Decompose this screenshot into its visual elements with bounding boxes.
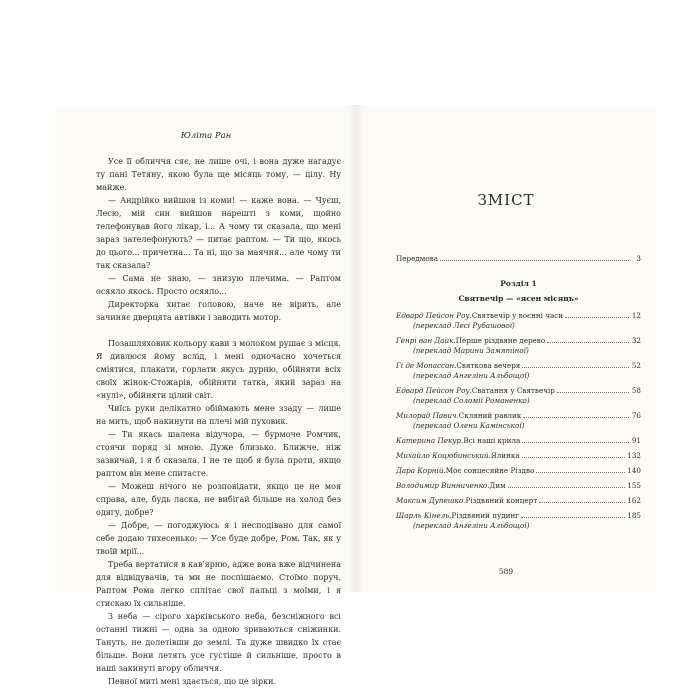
- toc-entry-translator: (переклад Марини Замятіної): [413, 346, 529, 355]
- toc-entry-title: Всі наші крила: [463, 436, 521, 445]
- toc-entry-translator: (переклад Лесі Рубашової): [413, 321, 515, 330]
- toc-entry-author: Генрі ван Дайк.: [396, 336, 456, 345]
- dot-leader: [440, 260, 629, 261]
- toc-entry-author: Шарль Кінель.: [396, 511, 452, 520]
- left-page: [56, 105, 356, 686]
- paragraph: Треба вертатися в кав'ярню, адже вона вже відчинена для відвідувачів, та ми не поспішаємо. Стоїмо поруч. Раптом Рома легко сплітає свої пальці з моїми, і я стискаю їх сильніше.: [96, 560, 341, 608]
- dot-leader: [522, 442, 629, 443]
- toc-entry-line: [396, 386, 641, 395]
- toc-entry[interactable]: [396, 361, 641, 380]
- toc-entry-title: Моє сонцесяйне Різдво: [445, 466, 535, 475]
- toc-entry-title: Різдвяний концерт: [465, 496, 538, 505]
- toc-entry-title: Різдвяний пудинг: [451, 511, 520, 520]
- toc-entry-title: Сватання у Святвечір: [471, 386, 555, 395]
- toc-entry-translator: (переклад Олени Камінської): [413, 421, 525, 430]
- table-of-contents: [396, 254, 641, 536]
- toc-entry[interactable]: [396, 481, 641, 490]
- toc-entry-line: [396, 511, 641, 520]
- paragraph: Позашляховик кольору кави з молоком рушає з місця. Я дивлюся йому вслід, і мені одночасно хочеться сміятися, плакати, горлати якусь дурню, обійняти всіх своїх жінок-Стожарів, обійняти татка, який зараз на «нулі», обійняти цілий світ.: [96, 339, 341, 400]
- toc-page-number: 162: [627, 496, 641, 505]
- toc-entry[interactable]: [396, 496, 641, 505]
- dot-leader: [522, 367, 629, 368]
- toc-title: ЗМІСТ: [477, 191, 535, 209]
- paragraph: Чиїсь руки делікатно обіймають мене ззаду — лише на мить, щоб накинути на плечі мій пуховик.: [96, 404, 341, 426]
- section-title: Святвечір — «ясен місяць»: [458, 294, 579, 303]
- dot-leader: [521, 517, 625, 518]
- toc-page-number: 32: [631, 336, 641, 345]
- page-number: 589: [498, 567, 514, 576]
- toc-entry-translator: (переклад Ангеліни Альбощої): [413, 521, 530, 530]
- book-spread: [56, 105, 656, 686]
- dot-leader: [539, 502, 625, 503]
- toc-entry-author: Володимир Винниченко.: [396, 481, 490, 490]
- toc-page-number: 52: [631, 361, 641, 370]
- toc-entry[interactable]: [396, 451, 641, 460]
- toc-page-number: 91: [631, 436, 641, 445]
- toc-entry[interactable]: [396, 336, 641, 355]
- section-label: Розділ 1: [500, 279, 537, 288]
- toc-page-number: 140: [627, 466, 641, 475]
- running-head: Юліта Ран: [180, 131, 232, 141]
- toc-entry-line: [396, 436, 641, 445]
- toc-entry-author: Катерина Пекур.: [396, 436, 464, 445]
- dot-leader: [536, 472, 625, 473]
- toc-page-number: 58: [631, 386, 641, 395]
- toc-entries: [396, 311, 641, 530]
- toc-entry-title: Дим: [489, 481, 506, 490]
- toc-entry-title: Перше різдвяне дерево: [455, 336, 546, 345]
- dot-leader: [522, 457, 626, 458]
- toc-entry[interactable]: [396, 386, 641, 405]
- paragraph: — Андрійко вийшов із коми! — каже вона. — Чуєш, Лесю, мій син вийшов нарешті з коми, щойно телефонував його лікар, і... А чому ти сказала, що мені зараз зателефонують? — питає раптом. — Ти що, якось до цього... причетна... Та ні, що за маячня... але чому ти так сказала?: [96, 196, 341, 270]
- paragraph: — Ти якась шалена відучора, — бурмоче Ромчик, стоячи поряд зі мною. Дуже близько. Ближче, ніж зазвичай, і я б сказала. І не те щоб я була проти, якщо раптом він мене спитасте.: [96, 430, 341, 478]
- toc-entry-author: Едвард Пейсон Роу.: [396, 386, 472, 395]
- paragraph: З неба — сірого харківського неба, безсніжного всі останні тижні — одна за одною зриваються сніжинки. Тануть, не долетівши до землі. Та дуже швидко їх стає більше. Вони летять усе густіше й сильніше, просто в наші закинуті вгору обличчя.: [96, 612, 341, 673]
- paragraph: — Сама не знаю, — знизую плечима. — Раптом осяяло якось. Просто осяяло...: [96, 274, 341, 296]
- body-text: [96, 155, 341, 688]
- toc-page-number: 132: [627, 451, 641, 460]
- toc-entry[interactable]: [396, 511, 641, 530]
- paragraph: — Можеш нічого не розповідати, якщо це не моя справа, але, будь ласка, не вибігай більше на холод без одягу, добре?: [96, 482, 341, 517]
- toc-entry-translator: (переклад Ангеліни Альбощої): [413, 371, 530, 380]
- toc-entry-author: Милорад Павич.: [396, 411, 459, 420]
- toc-entry-author: Михайло Коцюбинський.: [396, 451, 491, 460]
- dot-leader: [508, 487, 626, 488]
- toc-entry-title: Ялинка: [490, 451, 520, 460]
- toc-entry-line: [396, 496, 641, 505]
- toc-entry[interactable]: [396, 411, 641, 430]
- toc-entry-title: Скляний равлик: [458, 411, 522, 420]
- toc-page-number: 12: [631, 311, 641, 320]
- toc-entry-line: [396, 411, 641, 420]
- toc-entry-line: [396, 311, 641, 320]
- toc-entry-author: Максим Дупешко.: [396, 496, 466, 505]
- toc-entry-translator: (переклад Соломії Романенко): [413, 396, 530, 405]
- toc-entry-author: Гі де Мопассан.: [396, 361, 457, 370]
- toc-entry-line: [396, 451, 641, 460]
- toc-entry-author: Дара Корній.: [396, 466, 446, 475]
- dot-leader: [565, 317, 629, 318]
- toc-page-number: 155: [627, 481, 641, 490]
- toc-entry-title: Святвечір у воєнні часи: [471, 311, 564, 320]
- toc-page-number: 76: [631, 411, 641, 420]
- toc-entry-title: Святкова вечеря: [456, 361, 521, 370]
- dot-leader: [523, 417, 629, 418]
- toc-page-number: 3: [636, 254, 641, 263]
- toc-entry[interactable]: [396, 466, 641, 475]
- toc-preface[interactable]: [396, 254, 641, 263]
- toc-page-number: 185: [627, 511, 641, 520]
- toc-entry-line: [396, 466, 641, 475]
- paragraph: — Добре, — погоджуюсь я і несподівано для самої себе додаю тихесенько: — Усе буде добре, Ром. Так, як у твоїй мрії...: [96, 521, 341, 556]
- paragraph: Певної миті мені здається, що це зірки.: [108, 677, 277, 686]
- dot-leader: [557, 392, 629, 393]
- paragraph: Усе її обличчя сяє, не лише очі, і вона дуже нагадує ту пані Тетяну, якою була ще місяць тому, — цілу. Ну майже.: [96, 157, 341, 192]
- toc-entry[interactable]: [396, 311, 641, 330]
- toc-entry-author: Едвард Пейсон Роу.: [396, 311, 472, 320]
- toc-entry-line: [396, 336, 641, 345]
- right-page: [356, 105, 656, 592]
- toc-entry-line: [396, 481, 641, 490]
- toc-entry-line: [396, 361, 641, 370]
- toc-entry[interactable]: [396, 436, 641, 445]
- toc-preface-title: Передмова: [396, 254, 439, 263]
- dot-leader: [547, 342, 629, 343]
- paragraph: Директорка хитає головою, наче не вірить, але зачиняє дверцята автівки і заводить мотор.: [96, 300, 341, 322]
